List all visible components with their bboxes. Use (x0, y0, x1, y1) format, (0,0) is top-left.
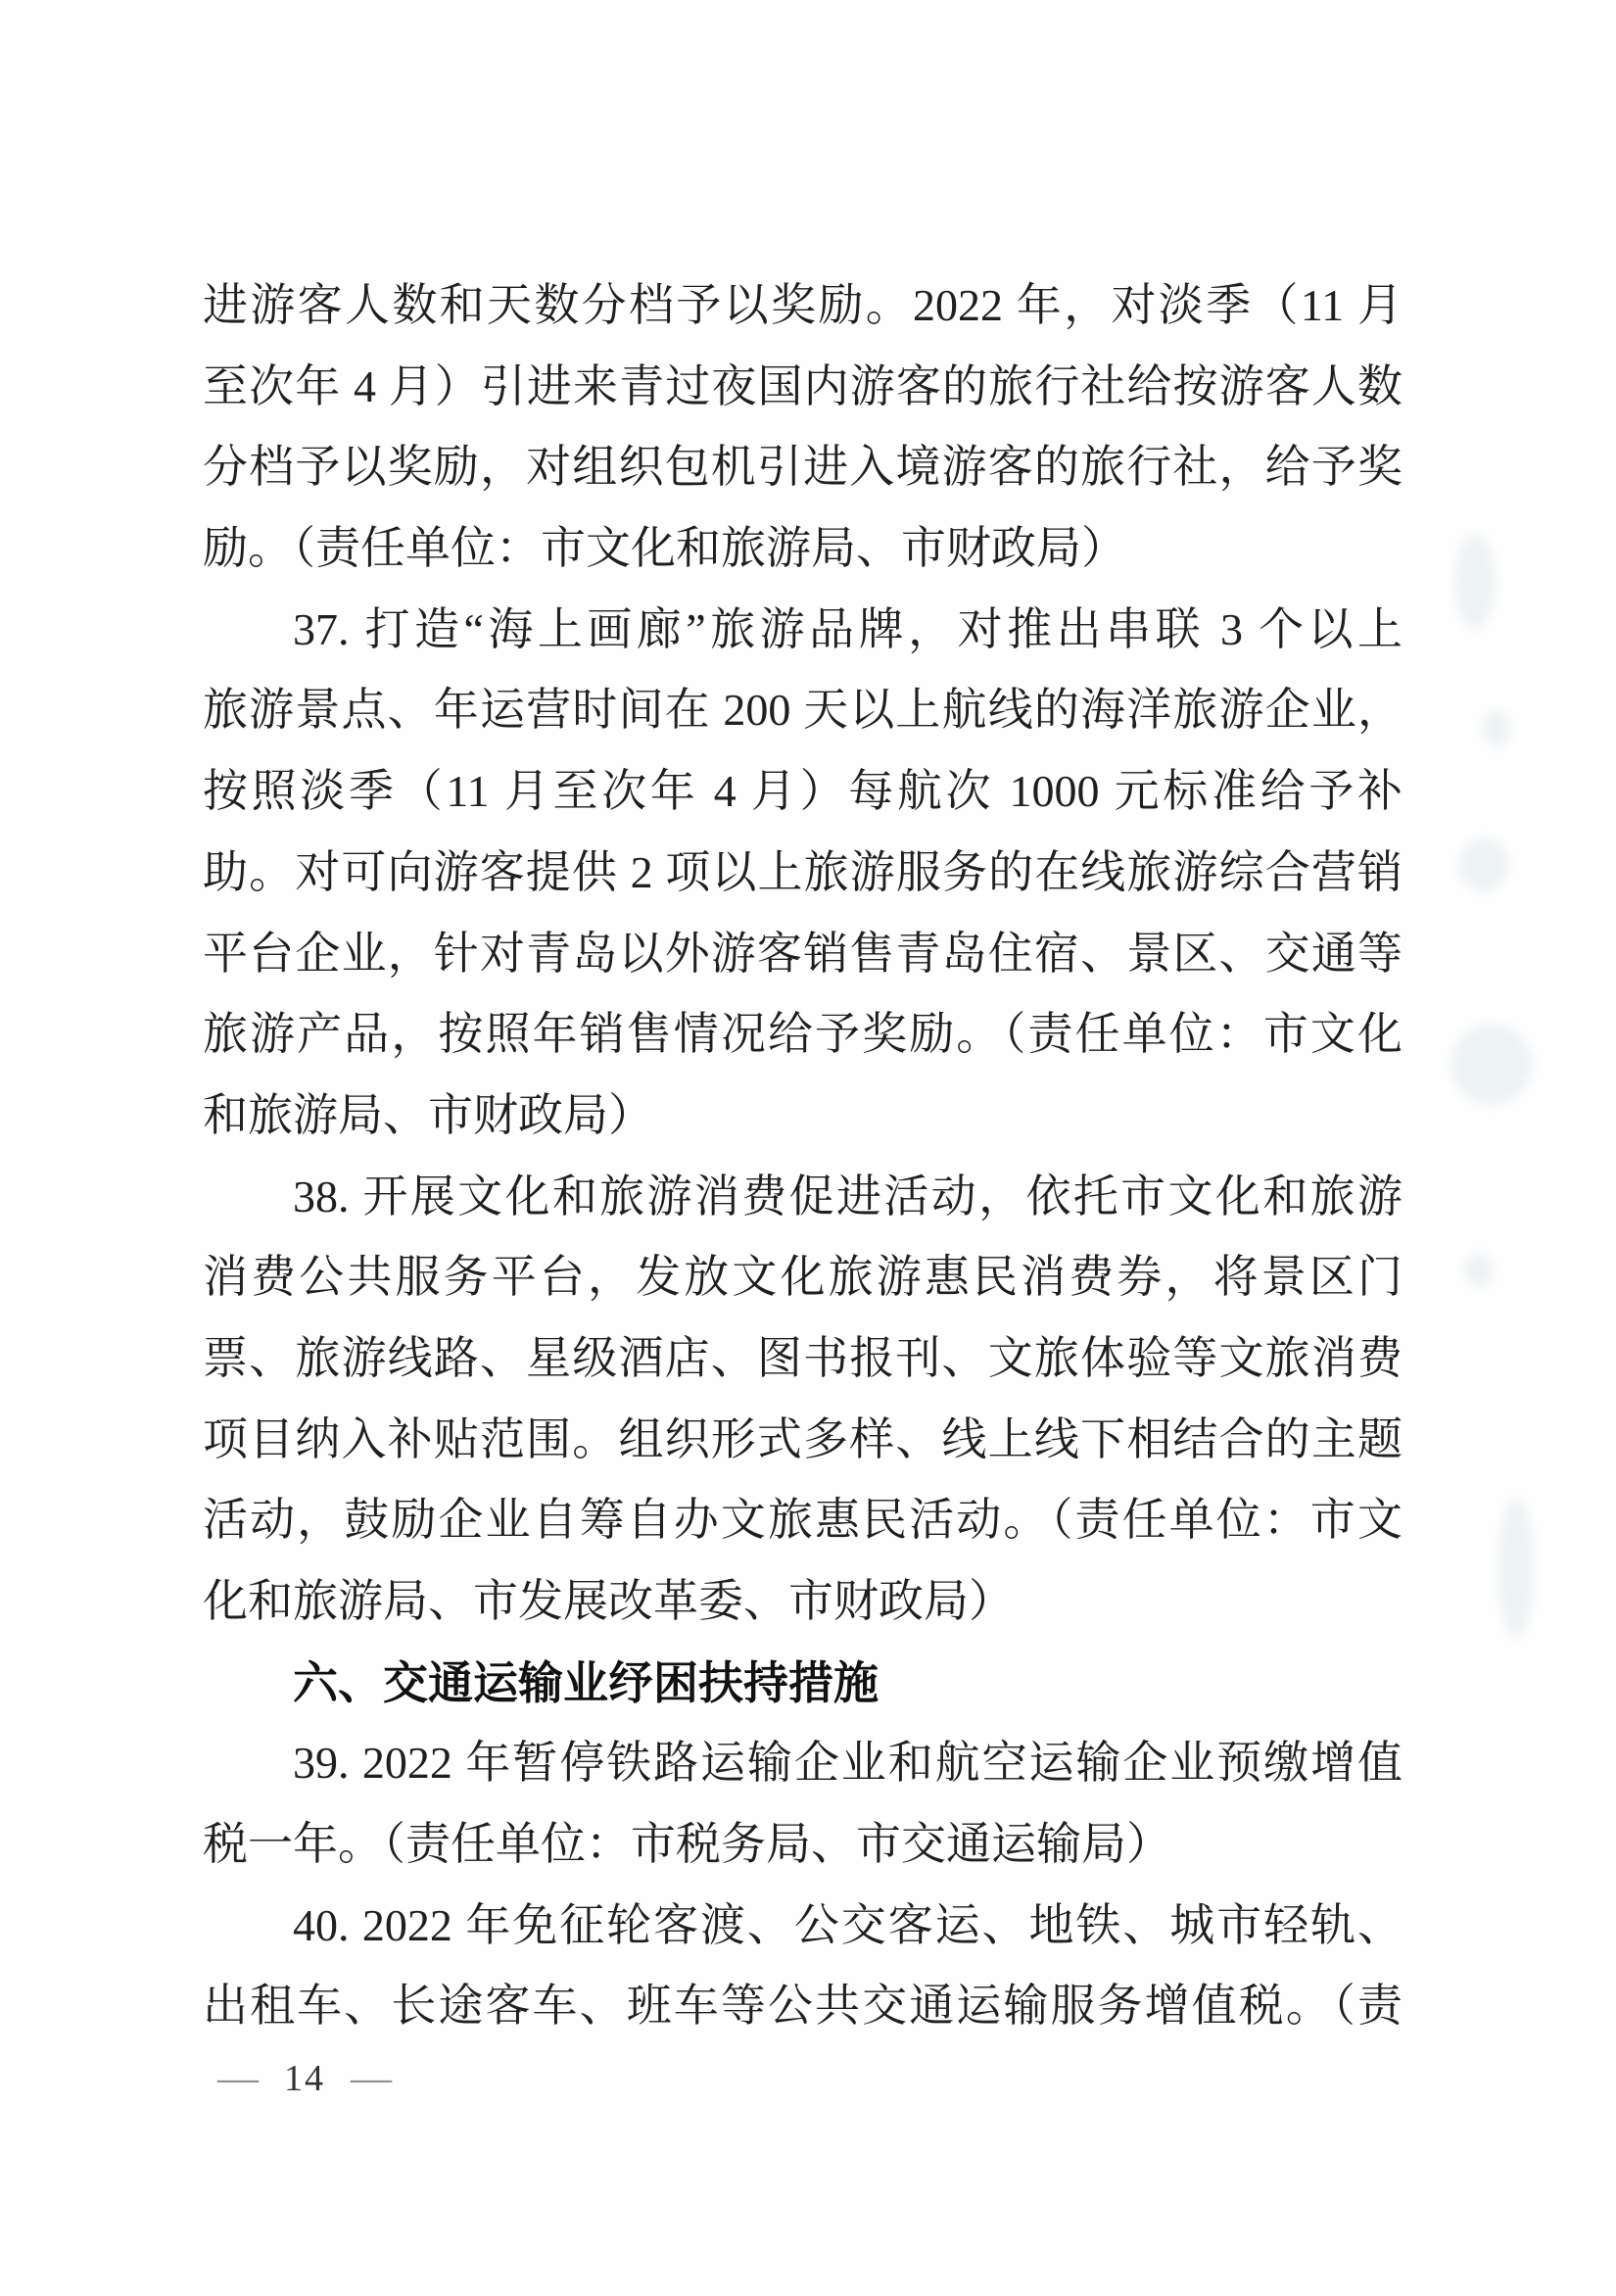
document-line: 40. 2022 年免征轮客渡、公交客运、地铁、城市轻轨、 (293, 1899, 1402, 1950)
document-line: 出租车、长途客车、班车等公共交通运输服务增值税。（责 (203, 1981, 1402, 2032)
document-line: 化和旅游局、市发展改革委、市财政局） (203, 1576, 1014, 1626)
section-heading: 六、交通运输业纾困扶持措施 (293, 1656, 879, 1708)
document-line: 励。（责任单位：市文化和旅游局、市财政局） (203, 523, 1126, 574)
document-line: 平台企业，针对青岛以外游客销售青岛住宿、景区、交通等 (203, 928, 1402, 979)
scan-artifact (1459, 838, 1508, 891)
scan-artifact (1451, 1025, 1532, 1105)
scan-artifact (1465, 1254, 1493, 1287)
document-line: 按照淡季（11 月至次年 4 月）每航次 1000 元标准给予补 (203, 766, 1402, 817)
document-line: 税一年。（责任单位：市税务局、市交通运输局） (203, 1819, 1171, 1870)
page-footer (217, 2057, 392, 2100)
document-line: 项目纳入补贴范围。组织形式多样、线上线下相结合的主题 (203, 1413, 1402, 1464)
document-line: 38. 开展文化和旅游消费促进活动，依托市文化和旅游 (293, 1171, 1402, 1221)
document-line: 至次年 4 月）引进来青过夜国内游客的旅行社给按游客人数 (203, 360, 1402, 411)
page-number: 14 (284, 2058, 325, 2099)
document-body (203, 265, 1402, 2047)
scan-artifact (1483, 711, 1510, 746)
document-line: 旅游景点、年运营时间在 200 天以上航线的海洋旅游企业， (203, 685, 1402, 736)
scan-artifact (1498, 1499, 1534, 1638)
document-line: 助。对可向游客提供 2 项以上旅游服务的在线旅游综合营销 (203, 846, 1402, 897)
footer-dash-right: — (351, 2056, 392, 2101)
document-line: 消费公共服务平台，发放文化旅游惠民消费券，将景区门 (203, 1252, 1402, 1303)
document-line: 进游客人数和天数分档予以奖励。2022 年，对淡季（11 月 (203, 280, 1402, 330)
document-line: 37. 打造“海上画廊”旅游品牌，对推出串联 3 个以上 (293, 603, 1402, 654)
document-line: 39. 2022 年暂停铁路运输企业和航空运输企业预缴增值 (293, 1738, 1402, 1789)
footer-dash-left: — (217, 2056, 259, 2101)
document-line: 票、旅游线路、星级酒店、图书报刊、文旅体验等文旅消费 (203, 1332, 1402, 1383)
document-line: 和旅游局、市财政局） (203, 1089, 653, 1140)
document-line: 活动，鼓励企业自筹自办文旅惠民活动。（责任单位：市文 (203, 1495, 1402, 1546)
scan-artifact (1455, 535, 1495, 629)
document-line: 分档予以奖励，对组织包机引进入境游客的旅行社，给予奖 (203, 442, 1402, 493)
document-line: 旅游产品，按照年销售情况给予奖励。（责任单位：市文化 (203, 1009, 1402, 1060)
